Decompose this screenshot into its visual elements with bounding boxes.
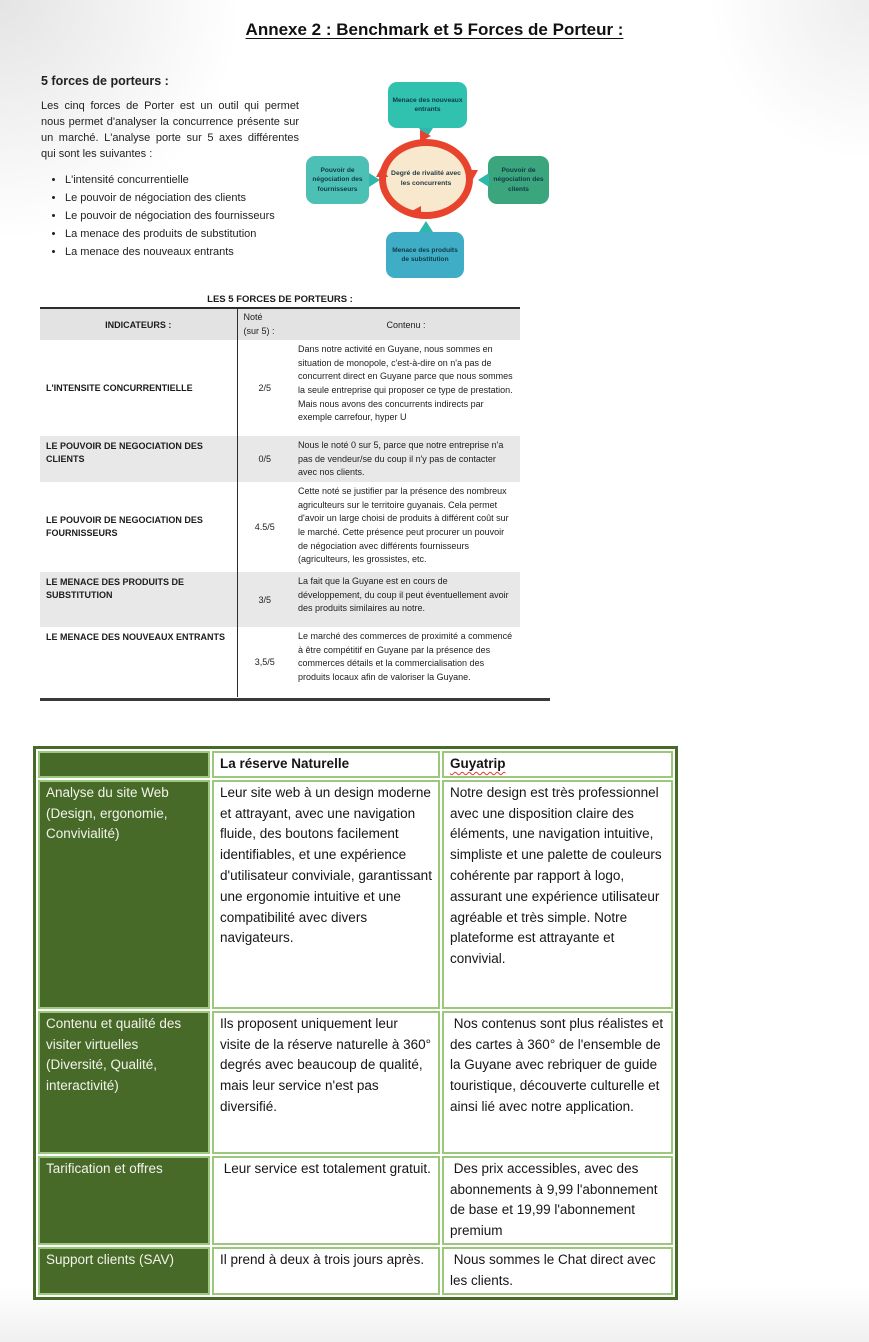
competitor-cell: Ils proposent uniquement leur visite de la réserve naturelle à 360° degrés avec beaucoup de qualité, mais leur service n'est pas diversifié. [212,1011,440,1154]
forces-table [40,307,520,697]
criterion-cell: Tarification et offres [38,1156,210,1245]
benchmark-header-row [38,751,673,778]
intro-section [41,74,299,262]
table-row [40,436,520,482]
forces-bullet-list [41,172,299,261]
table-row [40,627,520,697]
header-indicateurs: INDICATEURS : [40,308,237,340]
competitor-cell: Leur site web à un design moderne et attrayant, avec une navigation fluide, des boutons facilement identifiables, et une expérience d'utilisateur conviviale, garantissant une ergonomie intuitive et une compatibilité avec divers navigateurs. [212,780,440,1009]
indicator-cell: LE MENACE DES PRODUITS DE SUBSTITUTION [40,572,237,627]
arrow-up-icon [419,221,433,232]
content-cell: Nous le noté 0 sur 5, parce que notre entreprise n'a pas de vendeur/se du coup il n'y pas de contacter avec nos clients. [292,436,520,482]
score-cell: 0/5 [237,436,292,482]
bullet-item: • Le pouvoir de négociation des clients [65,190,299,207]
competitor-cell: Leur service est totalement gratuit. [212,1156,440,1245]
header-note-line1: Noté [243,312,263,322]
header-guyatrip [442,751,673,778]
table-row [38,780,673,1009]
indicator-cell: L'INTENSITE CONCURRENTIELLE [40,340,237,436]
arrow-left-icon [478,173,489,187]
table-row [40,572,520,627]
cycle-arrow-icon [420,130,431,142]
own-cell: Des prix accessibles, avec des abonnements à 9,99 l'abonnement de base et 19,99 l'abonnement premium [442,1156,673,1245]
bullet-item: • Le pouvoir de négociation des fournisseurs [65,208,299,225]
cycle-arrow-icon [410,206,421,218]
diagram-box-substitutes: Menace des produits de substitution [386,232,464,278]
indicator-cell: LE POUVOIR DE NEGOCIATION DES CLIENTS [40,436,237,482]
own-cell: Notre design est très professionnel avec une disposition claire des éléments, une navigation intuitive, simpliste et une palette de couleurs cohérente par rapport à logo, assurant une expérience utilisateur agréable et très simple. Notre plateforme est attrayante et convivial. [442,780,673,1009]
intro-paragraph: Les cinq forces de Porter est un outil qui permet nous permet d'analyser la concurrence présente sur un marché. L'analyse porte sur 5 axes différentes qui sont les suivantes : [41,100,299,160]
diagram-box-clients: Pouvoir de négociation des clients [488,156,549,204]
diagram-center-label: Degré de rivalité avec les concurrents [391,170,461,187]
content-cell: Le marché des commerces de proximité a commencé à être compétitif en Guyane par la présence des commerces détails et la commercialisation des produits locaux afin de valoriser la Guyane. [298,631,513,683]
page-title: Annexe 2 : Benchmark et 5 Forces de Porteur : [245,20,624,39]
benchmark-table [33,746,678,1300]
criterion-cell: Support clients (SAV) [38,1247,210,1295]
bullet-item: • L'intensité concurrentielle [65,172,299,189]
forces-header-row [40,308,520,340]
table-row [40,482,520,572]
content-cell: La fait que la Guyane est en cours de développement, du coup il peut éventuellement avoir des produits similaires au notre. [292,572,520,627]
porter-forces-diagram [300,82,562,288]
cycle-arrow-icon [376,166,388,177]
forces-table-section [40,294,520,697]
header-reserve-naturelle: La réserve Naturelle [212,751,440,778]
bullet-item: • La menace des produits de substitution [65,226,299,243]
score-cell: 3/5 [237,572,292,627]
indicator-cell: LE MENACE DES NOUVEAUX ENTRANTS [40,627,237,697]
score-cell: 4.5/5 [254,522,275,533]
criterion-cell: Analyse du site Web (Design, ergonomie, Convivialité) [38,780,210,1009]
diagram-box-new-entrants: Menace des nouveaux entrants [388,82,467,128]
content-cell: Cette noté se justifier par la présence des nombreux agriculteurs sur le territoire guyanais. Cela permet d'avoir un large choisi de produits à différent coût sur le marché. Cette présence peut procurer un pouvoir de négociation avec différents fournisseurs (agriculteurs, les grossistes, etc. [298,486,509,565]
benchmark-table-section [33,746,674,1300]
header-empty-cell [38,751,210,778]
section-divider [40,698,550,701]
header-note [237,308,292,340]
diagram-box-suppliers: Pouvoir de négociation des fournisseurs [306,156,369,204]
misspelled-word: Guyatrip [450,756,506,771]
indicator-cell: LE POUVOIR DE NEGOCIATION DES FOURNISSEURS [40,482,237,572]
criterion-cell: Contenu et qualité des visiter virtuelles (Diversité, Qualité, interactivité) [38,1011,210,1154]
header-note-line2: (sur 5) : [243,325,275,336]
content-cell: Dans notre activité en Guyane, nous sommes en situation de monopole, c'est-à-dire on n'a pas de concurrent direct en Guyane parce que nous sommes la seule entreprise qui proposer ce type de prestation. Mais nous avons des concurrents indirects par exemple carrefour, hyper U [298,344,513,423]
own-cell: Nous sommes le Chat direct avec les clients. [442,1247,673,1295]
table-row [38,1156,673,1245]
own-cell: Nos contenus sont plus réalistes et des cartes à 360° de l'ensemble de la Guyane avec rebriquer de guide touristique, découverte culturelle et ainsi lié avec notre application. [442,1011,673,1154]
intro-heading: 5 forces de porteurs : [41,74,169,88]
bullet-item: • La menace des nouveaux entrants [65,244,299,261]
cycle-arrow-icon [466,170,478,181]
score-cell: 3,5/5 [254,657,275,668]
competitor-cell: Il prend à deux à trois jours après. [212,1247,440,1295]
table-row [38,1247,673,1295]
score-cell: 2/5 [258,383,271,393]
table-row [40,340,520,436]
forces-table-title: LES 5 FORCES DE PORTEURS : [207,294,353,305]
table-row [38,1011,673,1154]
header-contenu: Contenu : [292,308,520,340]
diagram-center-circle [379,139,473,219]
